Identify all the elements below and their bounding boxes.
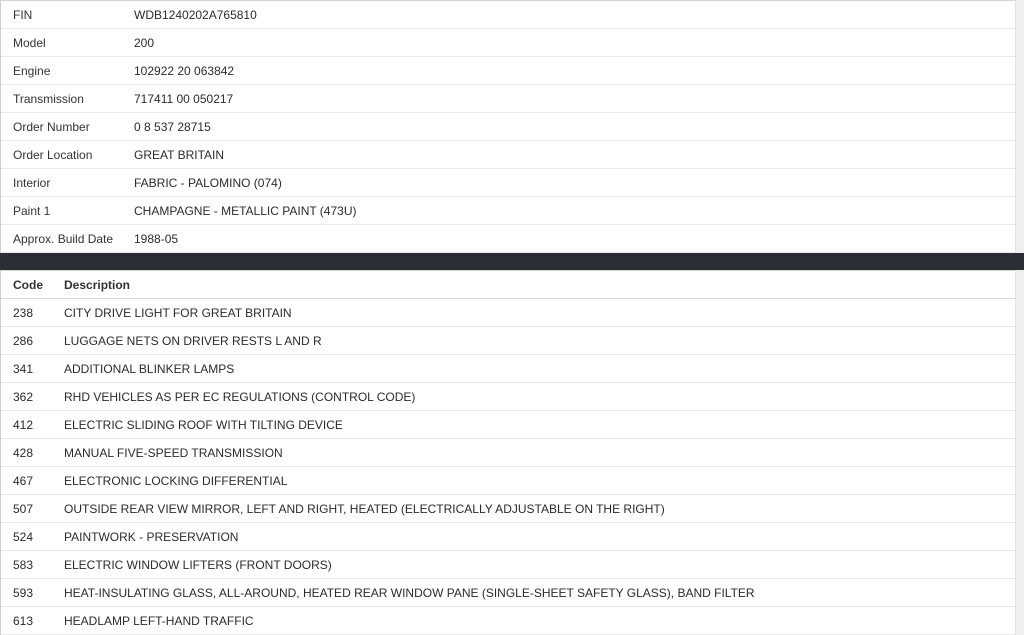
table-row — [1, 327, 1015, 355]
table-row — [1, 1, 1015, 29]
table-header-row — [1, 271, 1015, 299]
option-description: PAINTWORK - PRESERVATION — [64, 529, 239, 544]
option-description: ELECTRIC WINDOW LIFTERS (FRONT DOORS) — [64, 557, 332, 572]
table-row — [1, 383, 1015, 411]
field-label: Engine — [13, 63, 51, 78]
table-row — [1, 29, 1015, 57]
section-divider-bar — [0, 253, 1024, 270]
field-value: 102922 20 063842 — [134, 63, 235, 78]
field-label: Order Number — [13, 119, 90, 134]
field-label: Model — [13, 35, 46, 50]
field-value: CHAMPAGNE - METALLIC PAINT (473U) — [134, 203, 357, 218]
table-row — [1, 411, 1015, 439]
field-label: Transmission — [13, 91, 84, 106]
field-value: 717411 00 050217 — [134, 91, 234, 106]
option-code: 583 — [13, 557, 34, 572]
field-value: 200 — [134, 35, 155, 50]
field-value: WDB1240202A765810 — [134, 7, 257, 22]
option-code: 428 — [13, 445, 34, 460]
option-code: 412 — [13, 417, 34, 432]
table-row — [1, 113, 1015, 141]
option-code: 362 — [13, 389, 34, 404]
option-code: 286 — [13, 333, 34, 348]
option-description: RHD VEHICLES AS PER EC REGULATIONS (CONTROL CODE) — [64, 389, 416, 404]
table-row — [1, 225, 1015, 253]
table-row — [1, 355, 1015, 383]
option-code: 524 — [13, 529, 34, 544]
option-code: 238 — [13, 305, 34, 320]
table-row — [1, 57, 1015, 85]
option-description: ADDITIONAL BLINKER LAMPS — [64, 361, 235, 376]
option-description: ELECTRONIC LOCKING DIFFERENTIAL — [64, 473, 288, 488]
field-value: 1988-05 — [134, 231, 179, 246]
table-row — [1, 439, 1015, 467]
table-row — [1, 607, 1015, 635]
description-column-header: Description — [64, 277, 131, 292]
field-value: FABRIC - PALOMINO (074) — [134, 175, 282, 190]
table-row — [1, 197, 1015, 225]
option-description: HEAT-INSULATING GLASS, ALL-AROUND, HEATED REAR WINDOW PANE (SINGLE-SHEET SAFETY GLASS), BAND FILTER — [64, 585, 755, 600]
option-description: ELECTRIC SLIDING ROOF WITH TILTING DEVICE — [64, 417, 343, 432]
option-description: MANUAL FIVE-SPEED TRANSMISSION — [64, 445, 283, 460]
field-label: Approx. Build Date — [13, 231, 114, 246]
field-label: Order Location — [13, 147, 93, 162]
option-description: OUTSIDE REAR VIEW MIRROR, LEFT AND RIGHT, HEATED (ELECTRICALLY ADJUSTABLE ON THE RIGHT) — [64, 501, 665, 516]
option-code: 613 — [13, 613, 34, 628]
table-row — [1, 141, 1015, 169]
table-row — [1, 579, 1015, 607]
table-row — [1, 551, 1015, 579]
field-label: Interior — [13, 175, 51, 190]
table-row — [1, 85, 1015, 113]
option-description: CITY DRIVE LIGHT FOR GREAT BRITAIN — [64, 305, 292, 320]
table-row — [1, 299, 1015, 327]
vehicle-info-table — [0, 0, 1016, 253]
table-row — [1, 495, 1015, 523]
codes-table — [0, 270, 1016, 635]
field-label: FIN — [13, 7, 33, 22]
field-value: GREAT BRITAIN — [134, 147, 225, 162]
field-value: 0 8 537 28715 — [134, 119, 211, 134]
option-code: 593 — [13, 585, 34, 600]
table-row — [1, 169, 1015, 197]
code-column-header: Code — [13, 277, 43, 292]
option-description: HEADLAMP LEFT-HAND TRAFFIC — [64, 613, 254, 628]
option-code: 507 — [13, 501, 34, 516]
option-code: 467 — [13, 473, 34, 488]
option-description: LUGGAGE NETS ON DRIVER RESTS L AND R — [64, 333, 322, 348]
option-code: 341 — [13, 361, 34, 376]
table-row — [1, 467, 1015, 495]
field-label: Paint 1 — [13, 203, 51, 218]
table-row — [1, 523, 1015, 551]
